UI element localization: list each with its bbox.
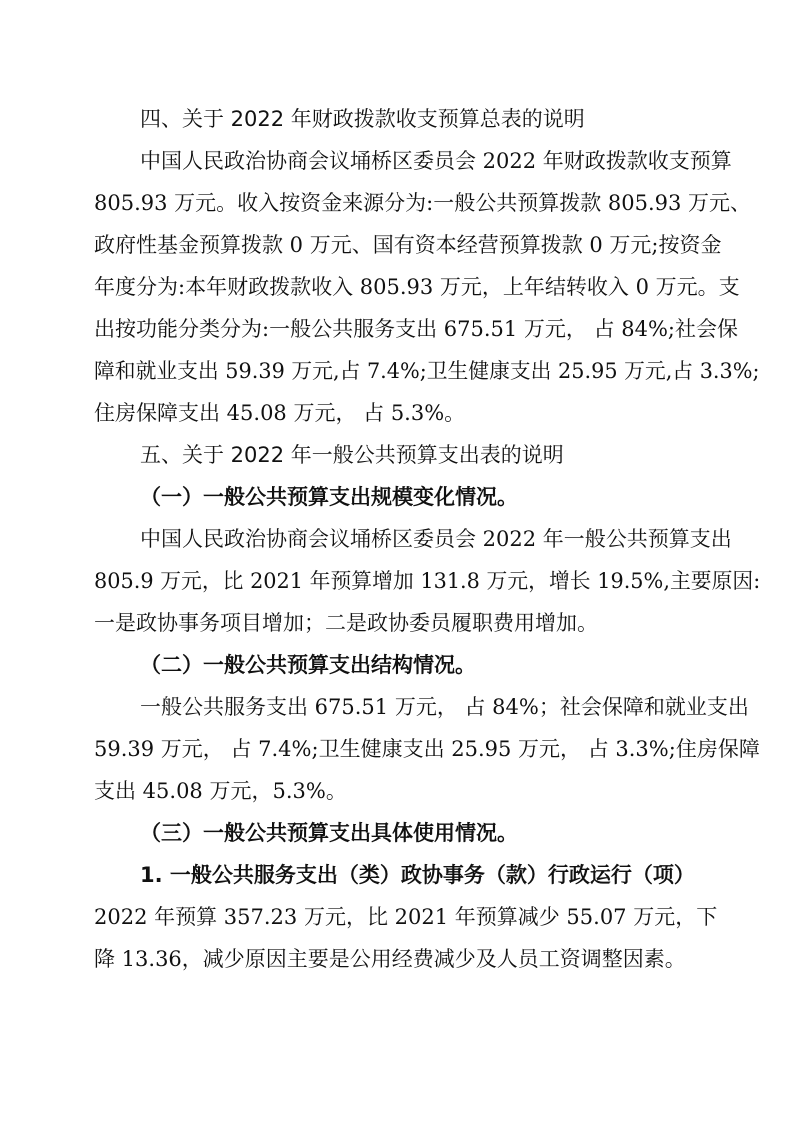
subsection-2-heading: （二）一般公共预算支出结构情况。: [140, 653, 476, 677]
subsection-3-heading: （三）一般公共预算支出具体使用情况。: [140, 821, 518, 845]
item-1-line-1: 2022 年预算 357.23 万元，比 2021 年预算减少 55.07 万元，下: [94, 905, 718, 929]
section-4-line-7: 住房保障支出 45.08 万元， 占 5.3%。: [94, 401, 466, 425]
subsection-2-line-3: 支出 45.08 万元，5.3%。: [94, 779, 347, 803]
subsection-1-line-1: 中国人民政治协商会议埇桥区委员会 2022 年一般公共预算支出: [140, 527, 732, 551]
section-4-line-5: 出按功能分类分为:一般公共服务支出 675.51 万元， 占 84%;社会保: [94, 317, 739, 341]
item-1-line-2: 降 13.36，减少原因主要是公用经费减少及人员工资调整因素。: [94, 947, 686, 971]
section-4-line-4: 年度分为:本年财政拨款收入 805.93 万元，上年结转收入 0 万元。支: [94, 275, 740, 299]
subsection-1-line-2: 805.9 万元，比 2021 年预算增加 131.8 万元，增长 19.5%,主要原因:: [94, 569, 761, 593]
section-4-line-3: 政府性基金预算拨款 0 万元、国有资本经营预算拨款 0 万元;按资金: [94, 233, 722, 257]
section-4-line-2: 805.93 万元。收入按资金来源分为:一般公共预算拨款 805.93 万元、: [94, 191, 752, 215]
section-5-heading: 五、关于 2022 年一般公共预算支出表的说明: [140, 443, 564, 467]
section-4-line-6: 障和就业支出 59.39 万元,占 7.4%;卫生健康支出 25.95 万元,占 3.3%;: [94, 359, 760, 383]
subsection-2-line-1: 一般公共服务支出 675.51 万元， 占 84%；社会保障和就业支出: [140, 695, 749, 719]
section-4-line-1: 中国人民政治协商会议埇桥区委员会 2022 年财政拨款收支预算: [140, 149, 732, 173]
item-1-heading: 1. 一般公共服务支出（类）政协事务（款）行政运行（项）: [140, 863, 695, 887]
section-4-heading: 四、关于 2022 年财政拨款收支预算总表的说明: [140, 107, 585, 131]
subsection-1-line-3: 一是政协事务项目增加；二是政协委员履职费用增加。: [94, 611, 598, 635]
subsection-2-line-2: 59.39 万元， 占 7.4%;卫生健康支出 25.95 万元， 占 3.3%;住房保障: [94, 737, 760, 761]
subsection-1-heading: （一）一般公共预算支出规模变化情况。: [140, 485, 518, 509]
